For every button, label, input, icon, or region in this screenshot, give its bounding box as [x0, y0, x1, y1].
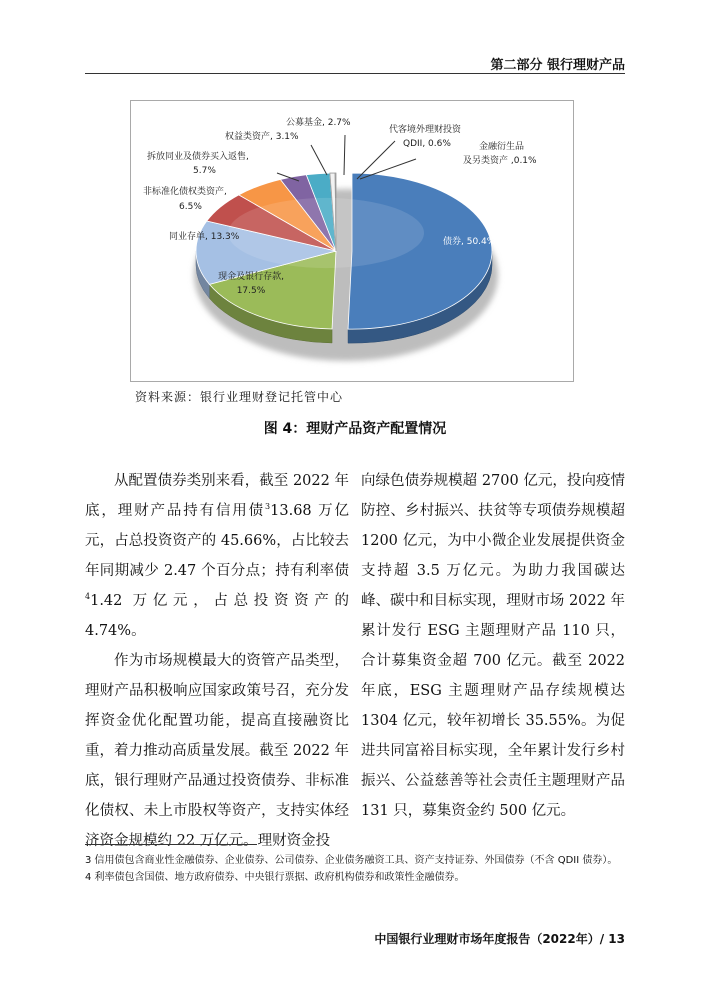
paragraph-real-economy-continued: 向绿色债券规模超 2700 亿元，投向疫情防控、乡村振兴、扶贫等专项债券规模超 1200 亿元，为中小微企业发展提供资金支持超 3.5 万亿元。为助力我国碳达峰、碳中和目标实现，理财市场 2022 年累计发行 ESG 主题理财产品 110 只，合计募集资金超 700 亿元。截至 2022 年底，ESG 主题理财产品存续规模达 1304 亿元，较年初增长 35.55%。为促进共同富裕目标实现，全年累计发行乡村振兴、公益慈善等社会责任主题理财产品 131 只，募集资金约 500 亿元。 — [361, 473, 625, 819]
footnotes — [85, 852, 625, 886]
footnote-ref-4: 4 — [85, 592, 91, 602]
chart-source: 资料来源：银行业理财登记托管中心 — [135, 390, 344, 404]
paragraph-real-economy: 作为市场规模最大的资管产品类型，理财产品积极响应国家政策号召，充分发挥资金优化配置功能，提高直接融资比重，着力推动高质量发展。截至 2022 年底，银行理财产品通过投资债券、非标准化债权、未上市股权等资产，支持实体经济资金规模约 22 万亿元。理财资金投 — [85, 653, 349, 849]
body-column-right — [361, 466, 625, 826]
label-equity: 权益类资产, 3.1% — [225, 132, 299, 142]
label-fund: 公募基金, 2.7% — [286, 118, 351, 128]
paragraph-1-part-c: 1.42 万亿元，占总投资资产的 4.74%。 — [85, 593, 349, 639]
footnote-ref-3: 3 — [265, 502, 271, 512]
label-cash-line2: 17.5% — [236, 286, 266, 296]
label-derivatives-line2: 及另类资产 ,0.1% — [463, 156, 537, 166]
leader-line-equity — [311, 145, 327, 175]
running-header: 第二部分 银行理财产品 — [490, 58, 625, 73]
label-interbank-line1: 拆放同业及债券买入返售, — [147, 152, 249, 162]
pie-chart — [130, 100, 574, 382]
footnote-3: 3 信用债包含商业性金融债券、企业债券、公司债券、企业债务融资工具、资产支持证券、外国债券（不含 QDII 债券）。 — [85, 855, 618, 866]
pie-highlight — [228, 198, 424, 268]
label-ncd: 同业存单, 13.3% — [169, 232, 240, 242]
pie-chart-svg — [131, 101, 573, 381]
label-interbank-line2: 5.7% — [193, 166, 216, 176]
figure-title: 图 4：理财产品资产配置情况 — [263, 421, 447, 437]
label-qdii-line1: 代客境外理财投资 — [389, 125, 462, 135]
label-qdii-line2: QDII, 0.6% — [403, 139, 451, 149]
label-bonds: 债券, 50.4% — [443, 237, 496, 247]
label-cash-line1: 现金及银行存款, — [218, 272, 284, 282]
paragraph-1-part-a: 从配置债券类别来看，截至 2022 年底，理财产品持有信用债 — [85, 473, 349, 519]
paragraph-bond-categories — [85, 466, 349, 646]
page-footer: 中国银行业理财市场年度报告（2022年）/ 13 — [374, 932, 625, 946]
label-nonstandard-line1: 非标准化债权类资产, — [143, 187, 227, 197]
footnote-rule — [85, 844, 257, 845]
header-rule — [85, 73, 625, 74]
footnote-4: 4 利率债包含国债、地方政府债券、中央银行票据、政府机构债券和政策性金融债券。 — [85, 872, 465, 883]
leader-line-fund — [344, 135, 345, 175]
label-derivatives-line1: 金融衍生品 — [479, 142, 525, 152]
label-nonstandard-line2: 6.5% — [179, 202, 202, 212]
body-column-left — [85, 466, 349, 856]
paragraph-1-part-b: 13.68 万亿元，占总投资资产的 45.66%，占比较去年同期减少 2.47 个百分点；持有利率债 — [85, 503, 349, 579]
